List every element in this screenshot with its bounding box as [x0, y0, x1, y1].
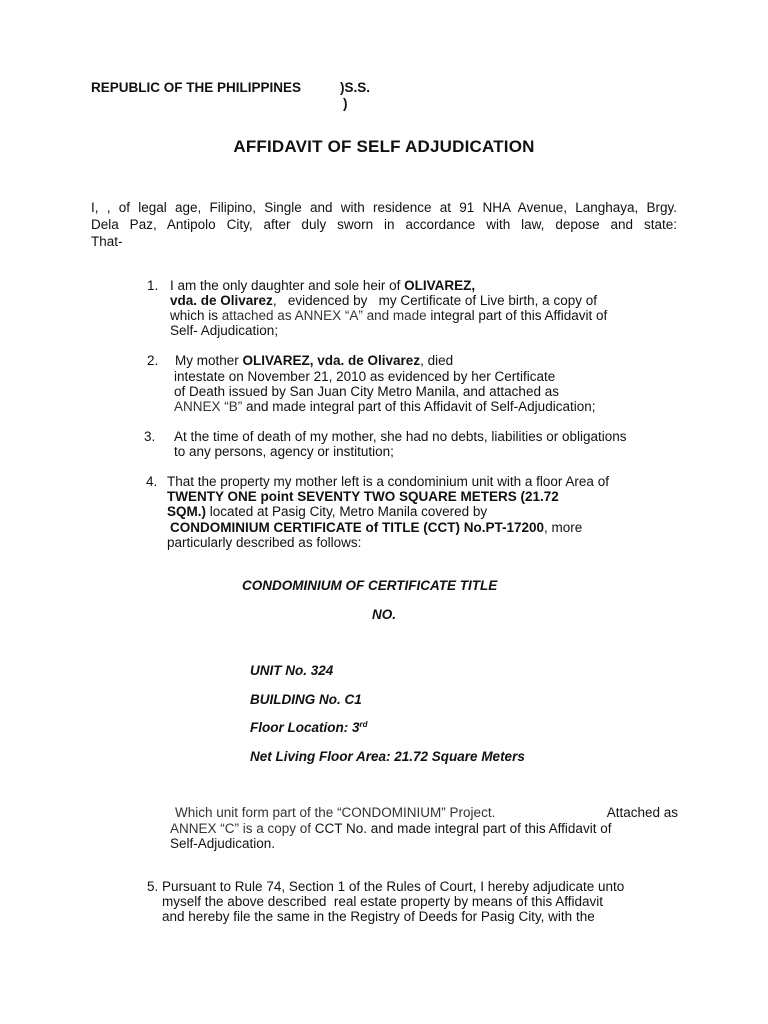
item-3-line-2: to any persons, agency or institution; — [174, 444, 394, 459]
item-2-line-2: intestate on November 21, 2010 as evidenced by her Certificate — [174, 369, 556, 384]
item-3-line-1: At the time of death of my mother, she had no debts, liabilities or obligations — [174, 429, 627, 444]
item-4-line-3: SQM.) located at Pasig City, Metro Manila covered by — [167, 504, 488, 519]
which-line-1: Which unit form part of the “CONDOMINIUM” Project. Attached as — [175, 805, 678, 820]
ss-mark: )S.S. — [340, 80, 371, 95]
floor-superscript: rd — [359, 720, 368, 729]
item-4-line-2: TWENTY ONE point SEVENTY TWO SQUARE METERS (21.72 — [167, 489, 559, 504]
which-line-3: Self-Adjudication. — [170, 836, 276, 851]
republic-heading: REPUBLIC OF THE PHILIPPINES — [91, 80, 302, 95]
item-1-line-4: Self- Adjudication; — [170, 323, 279, 338]
net-living-floor-area: Net Living Floor Area: 21.72 Square Meters — [250, 749, 525, 764]
item-4-number: 4. — [146, 474, 158, 489]
intro-line-1: I, , of legal age, Filipino, Single and with residence at 91 NHA Avenue, Langhaya, Brgy. — [91, 200, 677, 215]
item-1-number: 1. — [147, 278, 159, 293]
document-title: AFFIDAVIT OF SELF ADJUDICATION — [233, 137, 535, 156]
item-1-line-1: I am the only daughter and sole heir of OLIVAREZ, — [170, 278, 476, 293]
item-1-line-2: vda. de Olivarez, evidenced by my Certificate of Live birth, a copy of — [170, 293, 597, 308]
item-2-number: 2. — [147, 353, 159, 368]
item-5-line-2: myself the above described real estate property by means of this Affidavit — [162, 894, 603, 909]
item-4-line-1: That the property my mother left is a condominium unit with a floor Area of — [167, 474, 609, 489]
item-2-line-4: ANNEX “B” and made integral part of this Affidavit of Self-Adjudication; — [174, 399, 596, 414]
cct-number-label: NO. — [372, 607, 397, 622]
item-2-line-1: My mother OLIVAREZ, vda. de Olivarez, died — [175, 353, 454, 368]
building-number: BUILDING No. C1 — [250, 692, 362, 707]
floor-location: Floor Location: 3rd — [250, 720, 368, 735]
item-3-number: 3. — [144, 429, 156, 444]
item-1-line-3: which is attached as ANNEX “A” and made integral part of this Affidavit of — [170, 308, 608, 323]
item-5-line-1: 5. Pursuant to Rule 74, Section 1 of the Rules of Court, I hereby adjudicate unto — [147, 879, 625, 894]
item-4-line-4: CONDOMINIUM CERTIFICATE of TITLE (CCT) No.PT-17200, more — [170, 520, 583, 535]
cct-heading: CONDOMINIUM OF CERTIFICATE TITLE — [242, 578, 498, 593]
ss-paren: ) — [343, 96, 348, 111]
intro-line-3: That- — [91, 234, 123, 249]
item-2-line-3: of Death issued by San Juan City Metro Manila, and attached as — [174, 384, 559, 399]
item-5-line-3: and hereby file the same in the Registry of Deeds for Pasig City, with the — [162, 909, 595, 924]
unit-number: UNIT No. 324 — [250, 663, 334, 678]
intro-line-2: Dela Paz, Antipolo City, after duly sworn in accordance with law, depose and state: — [91, 217, 677, 232]
item-4-line-5: particularly described as follows: — [167, 535, 362, 550]
which-line-2: ANNEX “C” is a copy of CCT No. and made integral part of this Affidavit of — [170, 821, 612, 836]
